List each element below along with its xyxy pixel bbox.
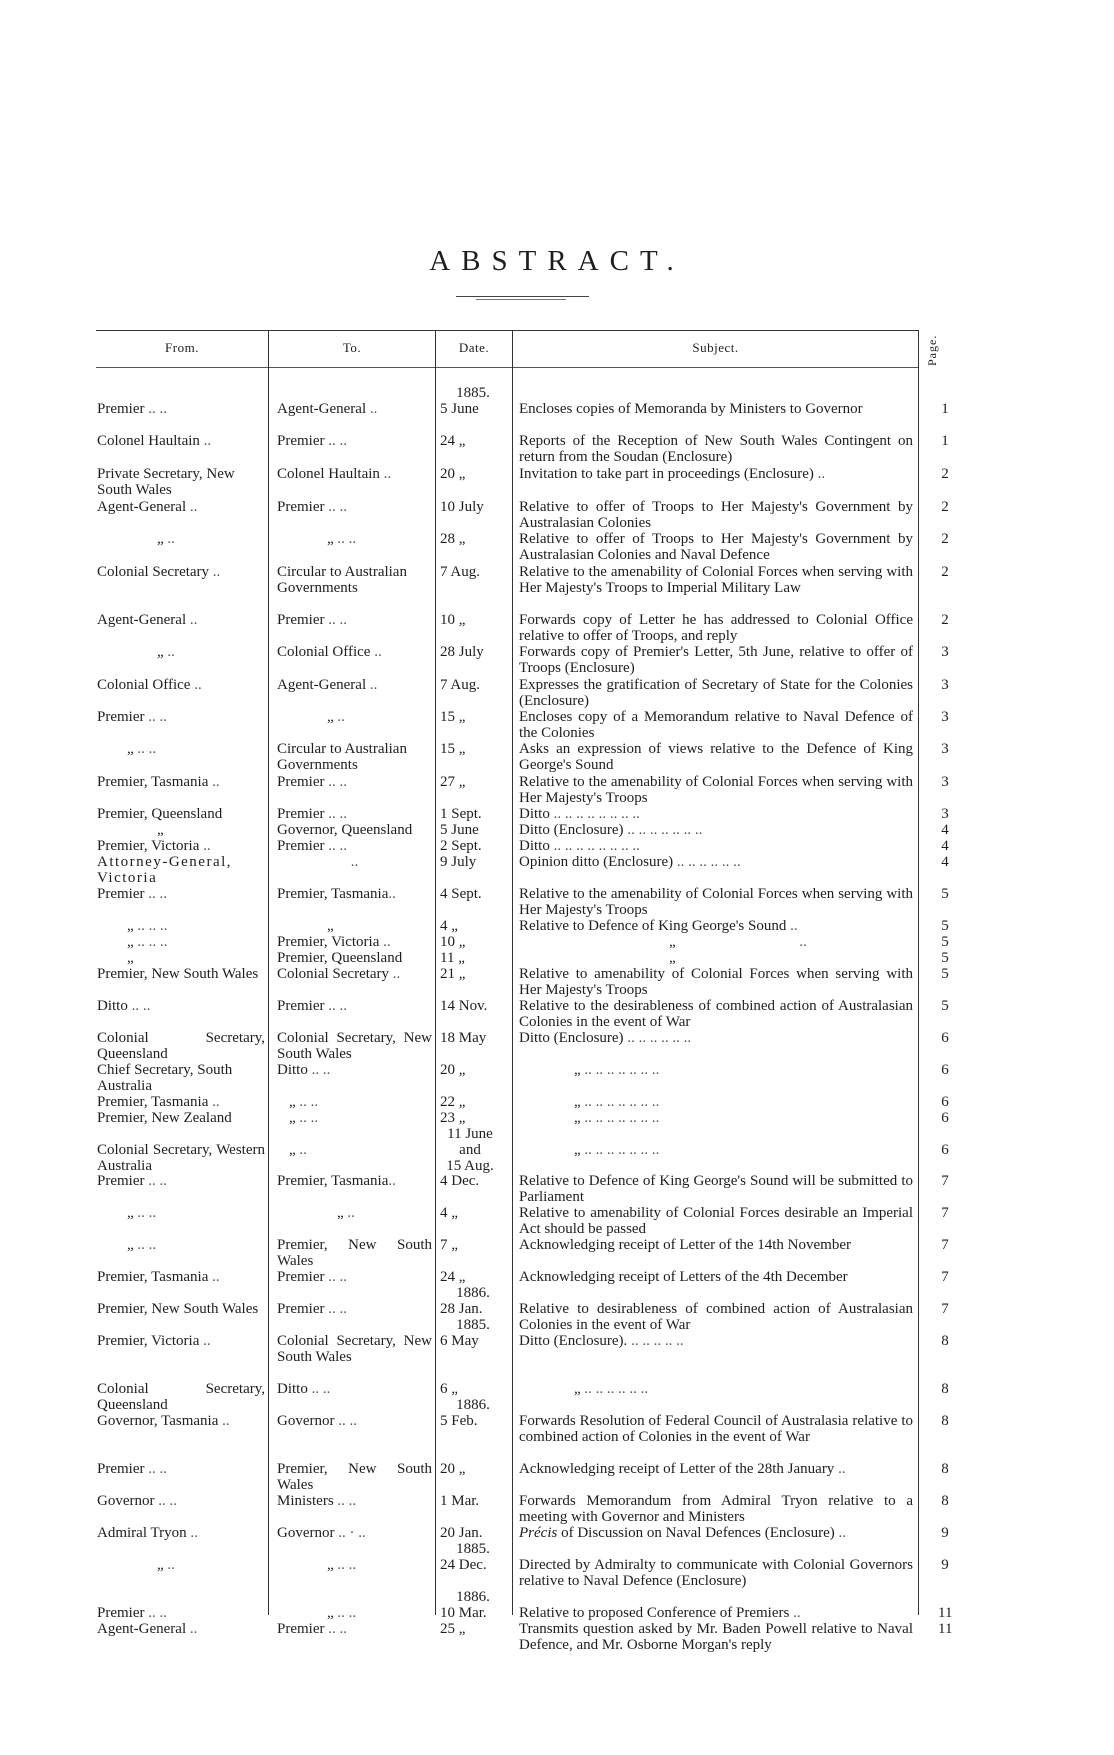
- from-cell: Premier .. ..: [97, 1461, 167, 1477]
- to-cell: Colonial Secretary ..: [277, 966, 401, 982]
- page-cell: 3: [941, 677, 949, 693]
- from-cell: „ .. ..: [127, 741, 157, 757]
- page-cell: 6: [941, 1030, 949, 1046]
- to-cell: Premier, Queensland: [277, 950, 403, 966]
- date-cell: 22 „: [440, 1094, 466, 1110]
- date-cell: 14 Nov.: [440, 998, 488, 1014]
- subject-cell: Forwards copy of Premier's Letter, 5th June, relative to offer of Troops (Enclosure): [519, 644, 913, 676]
- page-cell: 4: [941, 854, 949, 870]
- from-cell: „ ..: [157, 531, 175, 547]
- subject-cell: Transmits question asked by Mr. Baden Powell relative to Naval Defence, and Mr. Osborne Morgan's reply: [519, 1621, 913, 1653]
- from-cell: Colonial Secretary, Queensland: [97, 1030, 265, 1062]
- page-cell: 5: [941, 918, 949, 934]
- to-cell: Ditto .. ..: [277, 1381, 331, 1397]
- date-cell: 7 Aug.: [440, 564, 481, 580]
- date-cell: 4 Sept.: [440, 886, 482, 902]
- date-cell: 11 June and 15 Aug.: [446, 1126, 494, 1174]
- to-cell: Premier .. ..: [277, 774, 347, 790]
- table-top-rule: [96, 330, 918, 331]
- page-cell: 2: [941, 564, 949, 580]
- to-cell: Premier .. ..: [277, 838, 347, 854]
- subject-cell: „ ..: [669, 934, 807, 950]
- subject-cell: Relative to Defence of King George's Sound ..: [519, 918, 798, 934]
- page-cell: 9: [941, 1557, 949, 1573]
- subject-cell: Relative to proposed Conference of Premiers ..: [519, 1605, 801, 1621]
- date-cell: 25 „: [440, 1621, 466, 1637]
- from-cell: Premier, Victoria ..: [97, 1333, 211, 1349]
- from-cell: Governor .. ..: [97, 1493, 177, 1509]
- date-cell: 2 Sept.: [440, 838, 482, 854]
- to-cell: Premier .. ..: [277, 1301, 347, 1317]
- date-cell: 20 „: [440, 466, 466, 482]
- page-cell: 11: [938, 1621, 953, 1637]
- from-cell: „: [157, 822, 164, 838]
- to-cell: Premier .. ..: [277, 1269, 347, 1285]
- from-cell: Agent-General ..: [97, 612, 198, 628]
- subject-cell: Relative to the amenability of Colonial Forces when serving with Her Majesty's Troops: [519, 774, 913, 806]
- from-cell: Colonial Secretary, Queensland: [97, 1381, 265, 1413]
- from-cell: Attorney-General, Victoria: [97, 854, 233, 886]
- page-cell: 2: [941, 612, 949, 628]
- subject-cell: „ .. .. .. .. .. .. ..: [574, 1094, 660, 1110]
- page-cell: 2: [941, 531, 949, 547]
- date-cell: 20 „: [440, 1461, 466, 1477]
- table-header-rule: [96, 367, 918, 368]
- from-cell: „ ..: [157, 644, 175, 660]
- page-cell: 8: [941, 1493, 949, 1509]
- header-to: To.: [342, 340, 362, 355]
- subject-cell: Ditto (Enclosure). .. .. .. .. ..: [519, 1333, 684, 1349]
- from-cell: Colonial Secretary ..: [97, 564, 221, 580]
- to-cell: Circular to Australian Governments: [277, 741, 407, 773]
- to-cell: Agent-General ..: [277, 401, 378, 417]
- date-cell: 18 May: [440, 1030, 487, 1046]
- to-cell: Ditto .. ..: [277, 1062, 331, 1078]
- to-cell: Colonial Office ..: [277, 644, 382, 660]
- to-cell: „ ..: [327, 709, 345, 725]
- page-cell: 6: [941, 1110, 949, 1126]
- date-cell: 24 „: [440, 1269, 466, 1285]
- to-cell: Agent-General ..: [277, 677, 378, 693]
- date-cell: 28 „: [440, 531, 466, 547]
- page-cell: 5: [941, 886, 949, 902]
- page-cell: 3: [941, 774, 949, 790]
- date-cell: 6 „: [440, 1381, 458, 1397]
- from-cell: Private Secretary, New South Wales: [97, 466, 235, 498]
- page-cell: 8: [941, 1461, 949, 1477]
- subject-cell: Relative to the amenability of Colonial Forces when serving with Her Majesty's Troops: [519, 886, 913, 918]
- to-cell: „ ..: [289, 1142, 307, 1158]
- from-cell: Governor, Tasmania ..: [97, 1413, 230, 1429]
- page-cell: 8: [941, 1381, 949, 1397]
- to-cell: Premier .. ..: [277, 433, 347, 449]
- page-cell: 3: [941, 806, 949, 822]
- page-cell: 4: [941, 838, 949, 854]
- page-cell: 7: [941, 1173, 949, 1189]
- subject-cell: „: [669, 950, 676, 966]
- subject-cell: Acknowledging receipt of Letter of the 28th January ..: [519, 1461, 846, 1477]
- page-cell: 5: [941, 966, 949, 982]
- date-cell: 20 Jan.: [440, 1525, 483, 1541]
- subject-cell: Expresses the gratification of Secretary of State for the Colonies (Enclosure): [519, 677, 913, 709]
- date-cell: 7 Aug.: [440, 677, 481, 693]
- subject-cell: Précis of Discussion on Naval Defences (Enclosure) ..: [519, 1525, 846, 1541]
- from-cell: Premier, New South Wales: [97, 1301, 259, 1317]
- subject-cell: Relative to the amenability of Colonial Forces when serving with Her Majesty's Troops to Imperial Military Law: [519, 564, 913, 596]
- subject-cell: Invitation to take part in proceedings (Enclosure) ..: [519, 466, 826, 482]
- to-cell: „ .. ..: [327, 1605, 357, 1621]
- subject-cell: Relative to offer of Troops to Her Majesty's Government by Australasian Colonies and Naval Defence: [519, 531, 913, 563]
- from-cell: Colonial Office ..: [97, 677, 202, 693]
- page-cell: 6: [941, 1094, 949, 1110]
- to-cell: „ .. ..: [289, 1094, 319, 1110]
- subject-cell: Acknowledging receipt of Letters of the 4th December: [519, 1269, 848, 1285]
- to-cell: Premier .. ..: [277, 499, 347, 515]
- page-cell: 8: [941, 1333, 949, 1349]
- from-cell: Premier, Tasmania ..: [97, 1094, 220, 1110]
- from-cell: „ ..: [157, 1557, 175, 1573]
- page-cell: 5: [941, 998, 949, 1014]
- page-cell: 7: [941, 1237, 949, 1253]
- to-cell: Premier, Tasmania..: [277, 1173, 396, 1189]
- page-cell: 5: [941, 934, 949, 950]
- to-cell: Colonial Secretary, New South Wales: [277, 1030, 432, 1062]
- subject-cell: Encloses copies of Memoranda by Ministers to Governor: [519, 401, 863, 417]
- subject-cell: „ .. .. .. .. .. ..: [574, 1381, 649, 1397]
- date-cell: 7 „: [440, 1237, 458, 1253]
- date-cell: 9 July: [440, 854, 477, 870]
- header-page: Page.: [925, 334, 939, 366]
- subject-cell: Ditto (Enclosure) .. .. .. .. .. .. ..: [519, 822, 703, 838]
- subject-cell: Ditto .. .. .. .. .. .. .. ..: [519, 838, 640, 854]
- from-cell: Colonial Secretary, Western Australia: [97, 1142, 265, 1174]
- page-cell: 11: [938, 1605, 953, 1621]
- page-cell: 1: [941, 401, 949, 417]
- title-rule: [456, 296, 589, 297]
- page-cell: 3: [941, 709, 949, 725]
- to-cell: Premier, New South Wales: [277, 1461, 432, 1493]
- subject-cell: Relative to amenability of Colonial Forces when serving with Her Majesty's Troops: [519, 966, 913, 998]
- subject-cell: Encloses copy of a Memorandum relative to Naval Defence of the Colonies: [519, 709, 913, 741]
- subject-cell: „ .. .. .. .. .. .. ..: [574, 1142, 660, 1158]
- to-cell: „ .. ..: [327, 531, 357, 547]
- subject-cell: Reports of the Reception of New South Wales Contingent on return from the Soudan (Enclosure): [519, 433, 913, 465]
- to-cell: „ .. ..: [289, 1110, 319, 1126]
- to-cell: „: [327, 918, 334, 934]
- date-cell: 1885. 5 June: [440, 385, 490, 417]
- column-divider-from: [268, 330, 269, 1615]
- from-cell: Agent-General ..: [97, 1621, 198, 1637]
- to-cell: Premier .. ..: [277, 806, 347, 822]
- date-cell: 1886. 28 Jan.: [440, 1285, 490, 1317]
- date-cell: 10 „: [440, 612, 466, 628]
- date-cell: 21 „: [440, 966, 466, 982]
- subject-cell: „ .. .. .. .. .. .. ..: [574, 1110, 660, 1126]
- subject-cell: Forwards Memorandum from Admiral Tryon relative to a meeting with Governor and Ministers: [519, 1493, 913, 1525]
- subject-cell: Ditto .. .. .. .. .. .. .. ..: [519, 806, 640, 822]
- date-cell: 23 „: [440, 1110, 466, 1126]
- page-cell: 4: [941, 822, 949, 838]
- from-cell: Premier, New South Wales: [97, 966, 259, 982]
- to-cell: Ministers .. ..: [277, 1493, 357, 1509]
- date-cell: 10 July: [440, 499, 484, 515]
- to-cell: „ ..: [337, 1205, 355, 1221]
- from-cell: Premier, Queensland: [97, 806, 223, 822]
- to-cell: Governor .. ..: [277, 1413, 357, 1429]
- to-cell: Premier, New South Wales: [277, 1237, 432, 1269]
- date-cell: 1 Mar.: [440, 1493, 480, 1509]
- from-cell: Premier .. ..: [97, 886, 167, 902]
- from-cell: „ .. .. ..: [127, 934, 168, 950]
- from-cell: Ditto .. ..: [97, 998, 151, 1014]
- from-cell: „: [127, 950, 134, 966]
- subject-cell: Directed by Admiralty to communicate with Colonial Governors relative to Naval Defence (Enclosure): [519, 1557, 913, 1589]
- date-cell: 1886. 5 Feb.: [440, 1397, 490, 1429]
- subject-cell: „ .. .. .. .. .. .. ..: [574, 1062, 660, 1078]
- subject-cell: Forwards Resolution of Federal Council of Australasia relative to combined action of Colonies in the event of War: [519, 1413, 913, 1445]
- date-cell: 27 „: [440, 774, 466, 790]
- subject-cell: Forwards copy of Letter he has addressed to Colonial Office relative to offer of Troops, and reply: [519, 612, 913, 644]
- to-cell: Colonel Haultain ..: [277, 466, 392, 482]
- date-cell: 20 „: [440, 1062, 466, 1078]
- page-cell: 7: [941, 1205, 949, 1221]
- from-cell: Premier, Tasmania ..: [97, 1269, 220, 1285]
- subject-cell: Relative to offer of Troops to Her Majesty's Government by Australasian Colonies: [519, 499, 913, 531]
- column-divider-subject: [918, 330, 919, 1615]
- page-cell: 3: [941, 644, 949, 660]
- from-cell: Premier .. ..: [97, 1173, 167, 1189]
- from-cell: Premier, Tasmania ..: [97, 774, 220, 790]
- to-cell: „ .. ..: [327, 1557, 357, 1573]
- to-cell: Premier, Tasmania..: [277, 886, 396, 902]
- page-cell: 5: [941, 950, 949, 966]
- date-cell: 28 July: [440, 644, 484, 660]
- page-cell: 8: [941, 1413, 949, 1429]
- to-cell: Circular to Australian Governments: [277, 564, 407, 596]
- title-rule-lower: [476, 299, 566, 300]
- from-cell: Premier .. ..: [97, 1605, 167, 1621]
- from-cell: „ .. ..: [127, 1205, 157, 1221]
- page-cell: 2: [941, 499, 949, 515]
- to-cell: Colonial Secretary, New South Wales: [277, 1333, 432, 1365]
- subject-cell: Ditto (Enclosure) .. .. .. .. .. ..: [519, 1030, 692, 1046]
- to-cell: Premier .. ..: [277, 1621, 347, 1637]
- subject-cell: Asks an expression of views relative to the Defence of King George's Sound: [519, 741, 913, 773]
- column-divider-date: [512, 330, 513, 1615]
- from-cell: Admiral Tryon ..: [97, 1525, 198, 1541]
- from-cell: Agent-General ..: [97, 499, 198, 515]
- date-cell: 15 „: [440, 741, 466, 757]
- page-cell: 7: [941, 1301, 949, 1317]
- subject-cell: Relative to Defence of King George's Sound will be submitted to Parliament: [519, 1173, 913, 1205]
- from-cell: Chief Secretary, South Australia: [97, 1062, 233, 1094]
- to-cell: Governor, Queensland: [277, 822, 413, 838]
- to-cell: Premier, Victoria ..: [277, 934, 391, 950]
- date-cell: 1886. 10 Mar.: [440, 1589, 490, 1621]
- column-divider-to: [435, 330, 436, 1615]
- date-cell: 15 „: [440, 709, 466, 725]
- to-cell: ..: [350, 854, 359, 870]
- header-date: Date.: [458, 340, 490, 355]
- page-cell: 7: [941, 1269, 949, 1285]
- page-title: ABSTRACT.: [429, 245, 685, 277]
- from-cell: „ .. .. ..: [127, 918, 168, 934]
- subject-cell: Relative to the desirableness of combined action of Australasian Colonies in the event of War: [519, 998, 913, 1030]
- header-subject: Subject.: [692, 340, 739, 355]
- date-cell: 5 June: [440, 822, 479, 838]
- date-cell: 1885. 6 May: [440, 1317, 490, 1349]
- page-cell: 2: [941, 466, 949, 482]
- from-cell: „ .. ..: [127, 1237, 157, 1253]
- date-cell: 1 Sept.: [440, 806, 482, 822]
- subject-cell: Relative to desirableness of combined action of Australasian Colonies in the event of War: [519, 1301, 913, 1333]
- date-cell: 4 „: [440, 918, 458, 934]
- page-cell: 9: [941, 1525, 949, 1541]
- date-cell: 24 „: [440, 433, 466, 449]
- to-cell: Premier .. ..: [277, 998, 347, 1014]
- date-cell: 11 „: [440, 950, 465, 966]
- subject-cell: Opinion ditto (Enclosure) .. .. .. .. .. ..: [519, 854, 741, 870]
- header-from: From.: [165, 340, 199, 355]
- page-cell: 6: [941, 1142, 949, 1158]
- date-cell: 4 Dec.: [440, 1173, 480, 1189]
- from-cell: Premier, New Zealand: [97, 1110, 232, 1126]
- date-cell: 10 „: [440, 934, 466, 950]
- date-cell: 4 „: [440, 1205, 458, 1221]
- from-cell: Premier, Victoria ..: [97, 838, 211, 854]
- to-cell: Premier .. ..: [277, 612, 347, 628]
- from-cell: Premier .. ..: [97, 709, 167, 725]
- subject-cell: Acknowledging receipt of Letter of the 14th November: [519, 1237, 851, 1253]
- from-cell: Colonel Haultain ..: [97, 433, 212, 449]
- page-cell: 6: [941, 1062, 949, 1078]
- subject-cell: Relative to amenability of Colonial Forces desirable an Imperial Act should be passed: [519, 1205, 913, 1237]
- date-cell: 1885. 24 Dec.: [440, 1541, 490, 1573]
- from-cell: Premier .. ..: [97, 401, 167, 417]
- page-cell: 3: [941, 741, 949, 757]
- to-cell: Governor .. · ..: [277, 1525, 366, 1541]
- page-cell: 1: [941, 433, 949, 449]
